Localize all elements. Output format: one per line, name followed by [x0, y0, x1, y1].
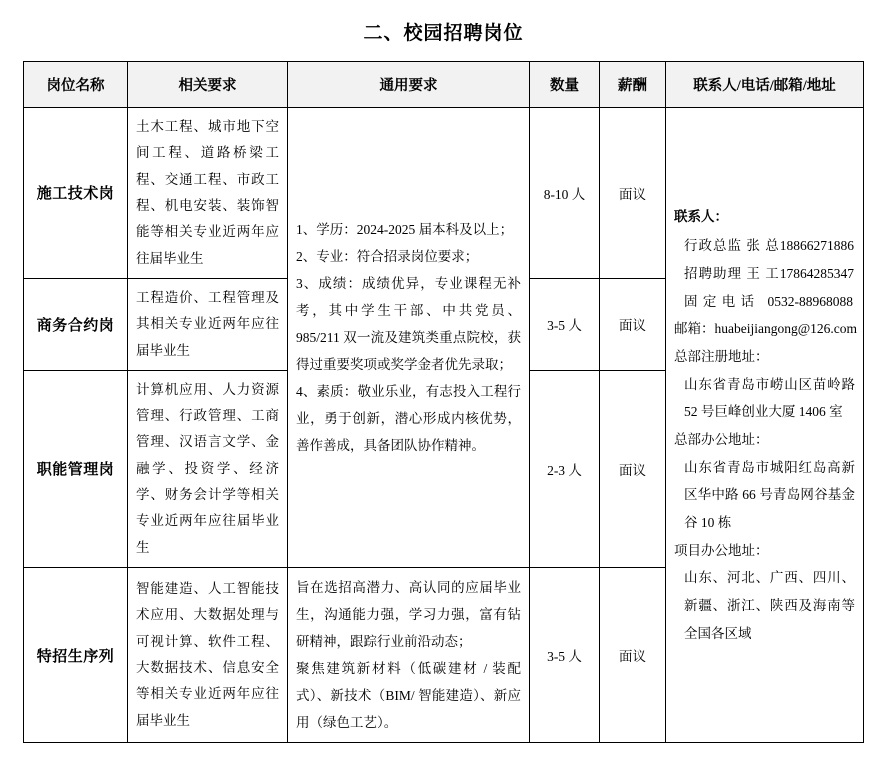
special-requirement-line-2: 聚焦建筑新材料（低碳建材 / 装配式）、新技术（BIM/ 智能建造）、新应用（绿色工艺）。 [296, 661, 521, 730]
quantity-cell: 8-10 人 [530, 108, 600, 279]
column-header-contact: 联系人/电话/邮箱/地址 [666, 62, 864, 108]
salary-cell: 面议 [600, 108, 666, 279]
contact-person-3 [674, 288, 855, 316]
project-address-label: 项目办公地址： [674, 542, 769, 558]
special-general-requirements-cell [288, 568, 530, 743]
related-requirement-cell: 智能建造、人工智能技术应用、大数据处理与可视计算、软件工程、大数据技术、信息安全等相关专业近两年应往届毕业生 [128, 568, 288, 743]
salary-cell: 面议 [600, 568, 666, 743]
column-header-quantity: 数量 [530, 62, 600, 108]
general-requirement-line-4: 4、素质：敬业乐业，有志投入工程行业，勇于创新，潜心形成内核优势，善作善成，具备团队协作精神。 [296, 384, 521, 453]
contact-person-1 [674, 232, 855, 260]
table-row [24, 108, 864, 279]
project-address-value: 山东、河北、广西、四川、新疆、浙江、陕西及海南等全国各区域 [684, 570, 855, 641]
office-address-label: 总部办公地址： [674, 432, 769, 447]
column-header-salary: 薪酬 [600, 62, 666, 108]
page-title: 二、校园招聘岗位 [363, 23, 524, 44]
related-requirement-cell: 工程造价、工程管理及其相关专业近两年应往届毕业生 [128, 278, 288, 370]
table-header-row [24, 62, 864, 108]
contact-person-1-phone[interactable]: 18866271886 [779, 238, 854, 254]
salary-cell: 面议 [600, 278, 666, 370]
related-requirement-cell: 计算机应用、人力资源管理、行政管理、工商管理、汉语言文学、金融学、投资学、经济学、财务会计学等相关专业近两年应往届毕业生 [128, 370, 288, 567]
post-name-cell: 商务合约岗 [24, 278, 128, 370]
contact-email-label: 邮箱： [674, 321, 715, 337]
quantity-cell: 2-3 人 [530, 370, 600, 567]
general-requirement-line-2: 2、专业：符合招录岗位要求； [296, 249, 479, 264]
post-name-cell: 特招生序列 [24, 568, 128, 743]
general-requirement-line-3: 3、成绩：成绩优异，专业课程无补考，其中学生干部、中共党员、985/211 双一流及建筑类重点院校，获得过重要奖项或奖学金者优先录取； [296, 276, 521, 372]
contact-person-2 [674, 260, 855, 288]
document-page [0, 18, 887, 778]
recruitment-table [23, 61, 864, 743]
column-header-general-requirements: 通用要求 [288, 62, 530, 108]
column-header-related-requirements: 相关要求 [128, 62, 288, 108]
related-requirement-cell: 土木工程、城市地下空间工程、道路桥梁工程、交通工程、市政工程、机电安装、装饰智能等相关专业近两年应往届毕业生 [128, 108, 288, 279]
contact-person-3-role: 固 定 电 话 [684, 293, 756, 309]
quantity-cell: 3-5 人 [530, 568, 600, 743]
column-header-post-name: 岗位名称 [24, 62, 128, 108]
registered-address-value: 山东省青岛市崂山区苗岭路 52 号巨峰创业大厦 1406 室 [684, 376, 855, 420]
contact-person-2-role: 招聘助理 王 工 [684, 265, 780, 281]
contact-cell [666, 108, 864, 743]
contact-email-line [674, 315, 858, 343]
registered-address-label: 总部注册地址： [674, 348, 769, 364]
contact-title: 联系人： [674, 208, 728, 224]
contact-person-2-phone[interactable]: 17864285347 [779, 265, 854, 281]
general-requirements-cell [288, 108, 530, 568]
general-requirement-line-1: 1、学历：2024-2025 届本科及以上； [296, 222, 514, 237]
quantity-cell: 3-5 人 [530, 278, 600, 370]
post-name-cell: 施工技术岗 [24, 108, 128, 279]
contact-person-3-phone[interactable]: 0532-88968088 [767, 293, 853, 309]
salary-cell: 面议 [600, 370, 666, 567]
contact-email-value[interactable]: huabeijiangong@126.com [714, 321, 858, 337]
special-requirement-line-1: 旨在选招高潜力、高认同的应届毕业生，沟通能力强，学习力强，富有钻研精神，跟踪行业前沿动态； [296, 580, 521, 649]
contact-person-1-role: 行政总监 张 总 [684, 238, 780, 254]
post-name-cell: 职能管理岗 [24, 370, 128, 567]
office-address-value: 山东省青岛市城阳红岛高新区华中路 66 号青岛网谷基金谷 10 栋 [684, 459, 855, 531]
